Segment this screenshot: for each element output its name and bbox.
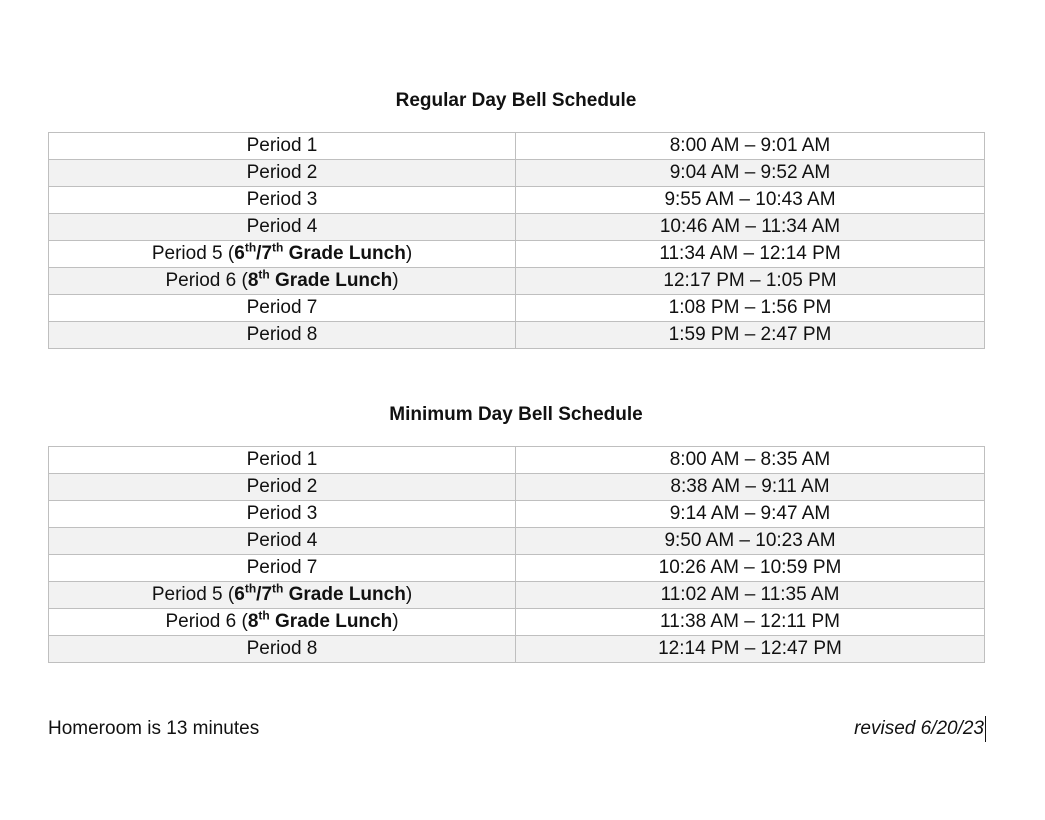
period-cell: Period 5 (6th/7th Grade Lunch) xyxy=(49,241,516,268)
period-cell: Period 4 xyxy=(49,214,516,241)
period-cell: Period 4 xyxy=(49,528,516,555)
minimum-schedule-title: Minimum Day Bell Schedule xyxy=(389,404,643,425)
period-cell: Period 7 xyxy=(49,295,516,322)
time-cell: 12:14 PM – 12:47 PM xyxy=(516,636,985,663)
time-cell: 8:00 AM – 9:01 AM xyxy=(516,133,985,160)
table-row xyxy=(49,447,985,474)
period-label: Period 5 xyxy=(151,243,223,264)
time-cell: 8:38 AM – 9:11 AM xyxy=(516,474,985,501)
table-row xyxy=(49,501,985,528)
table-row xyxy=(49,295,985,322)
period-cell: Period 3 xyxy=(49,187,516,214)
period-cell: Period 7 xyxy=(49,555,516,582)
table-row xyxy=(49,636,985,663)
time-cell: 1:59 PM – 2:47 PM xyxy=(516,322,985,349)
period-cell: Period 2 xyxy=(49,160,516,187)
period-cell: Period 8 xyxy=(49,636,516,663)
time-cell: 12:17 PM – 1:05 PM xyxy=(516,268,985,295)
time-cell: 10:46 AM – 11:34 AM xyxy=(516,214,985,241)
regular-schedule-table xyxy=(48,132,985,349)
time-cell: 9:14 AM – 9:47 AM xyxy=(516,501,985,528)
period-cell: Period 6 (8th Grade Lunch) xyxy=(49,268,516,295)
period-cell: Period 6 (8th Grade Lunch) xyxy=(49,609,516,636)
table-row xyxy=(49,187,985,214)
revised-date: revised 6/20/23 xyxy=(854,718,984,739)
table-row xyxy=(49,582,985,609)
time-cell: 9:55 AM – 10:43 AM xyxy=(516,187,985,214)
time-cell: 1:08 PM – 1:56 PM xyxy=(516,295,985,322)
lunch-note: 6th/7th Grade Lunch xyxy=(234,240,406,264)
table-row xyxy=(49,528,985,555)
period-label: Period 5 xyxy=(151,584,223,605)
period-label: Period 6 xyxy=(165,611,237,632)
period-cell: Period 1 xyxy=(49,133,516,160)
table-row xyxy=(49,268,985,295)
table-row xyxy=(49,214,985,241)
period-cell: Period 3 xyxy=(49,501,516,528)
lunch-note: 6th/7th Grade Lunch xyxy=(234,581,406,605)
time-cell: 9:50 AM – 10:23 AM xyxy=(516,528,985,555)
minimum-schedule-table xyxy=(48,446,985,663)
text-cursor[interactable] xyxy=(985,716,986,742)
table-row xyxy=(49,241,985,268)
time-cell: 11:38 AM – 12:11 PM xyxy=(516,609,985,636)
table-row xyxy=(49,474,985,501)
period-label: Period 6 xyxy=(165,270,237,291)
lunch-note: 8th Grade Lunch xyxy=(247,267,393,291)
period-cell: Period 2 xyxy=(49,474,516,501)
regular-schedule-title: Regular Day Bell Schedule xyxy=(395,90,637,111)
table-row xyxy=(49,609,985,636)
period-cell: Period 1 xyxy=(49,447,516,474)
table-row xyxy=(49,555,985,582)
lunch-note: 8th Grade Lunch xyxy=(247,608,393,632)
time-cell: 9:04 AM – 9:52 AM xyxy=(516,160,985,187)
time-cell: 10:26 AM – 10:59 PM xyxy=(516,555,985,582)
homeroom-note: Homeroom is 13 minutes xyxy=(48,718,260,739)
time-cell: 11:02 AM – 11:35 AM xyxy=(516,582,985,609)
table-row xyxy=(49,133,985,160)
time-cell: 11:34 AM – 12:14 PM xyxy=(516,241,985,268)
time-cell: 8:00 AM – 8:35 AM xyxy=(516,447,985,474)
table-row xyxy=(49,322,985,349)
period-cell: Period 8 xyxy=(49,322,516,349)
table-row xyxy=(49,160,985,187)
period-cell: Period 5 (6th/7th Grade Lunch) xyxy=(49,582,516,609)
